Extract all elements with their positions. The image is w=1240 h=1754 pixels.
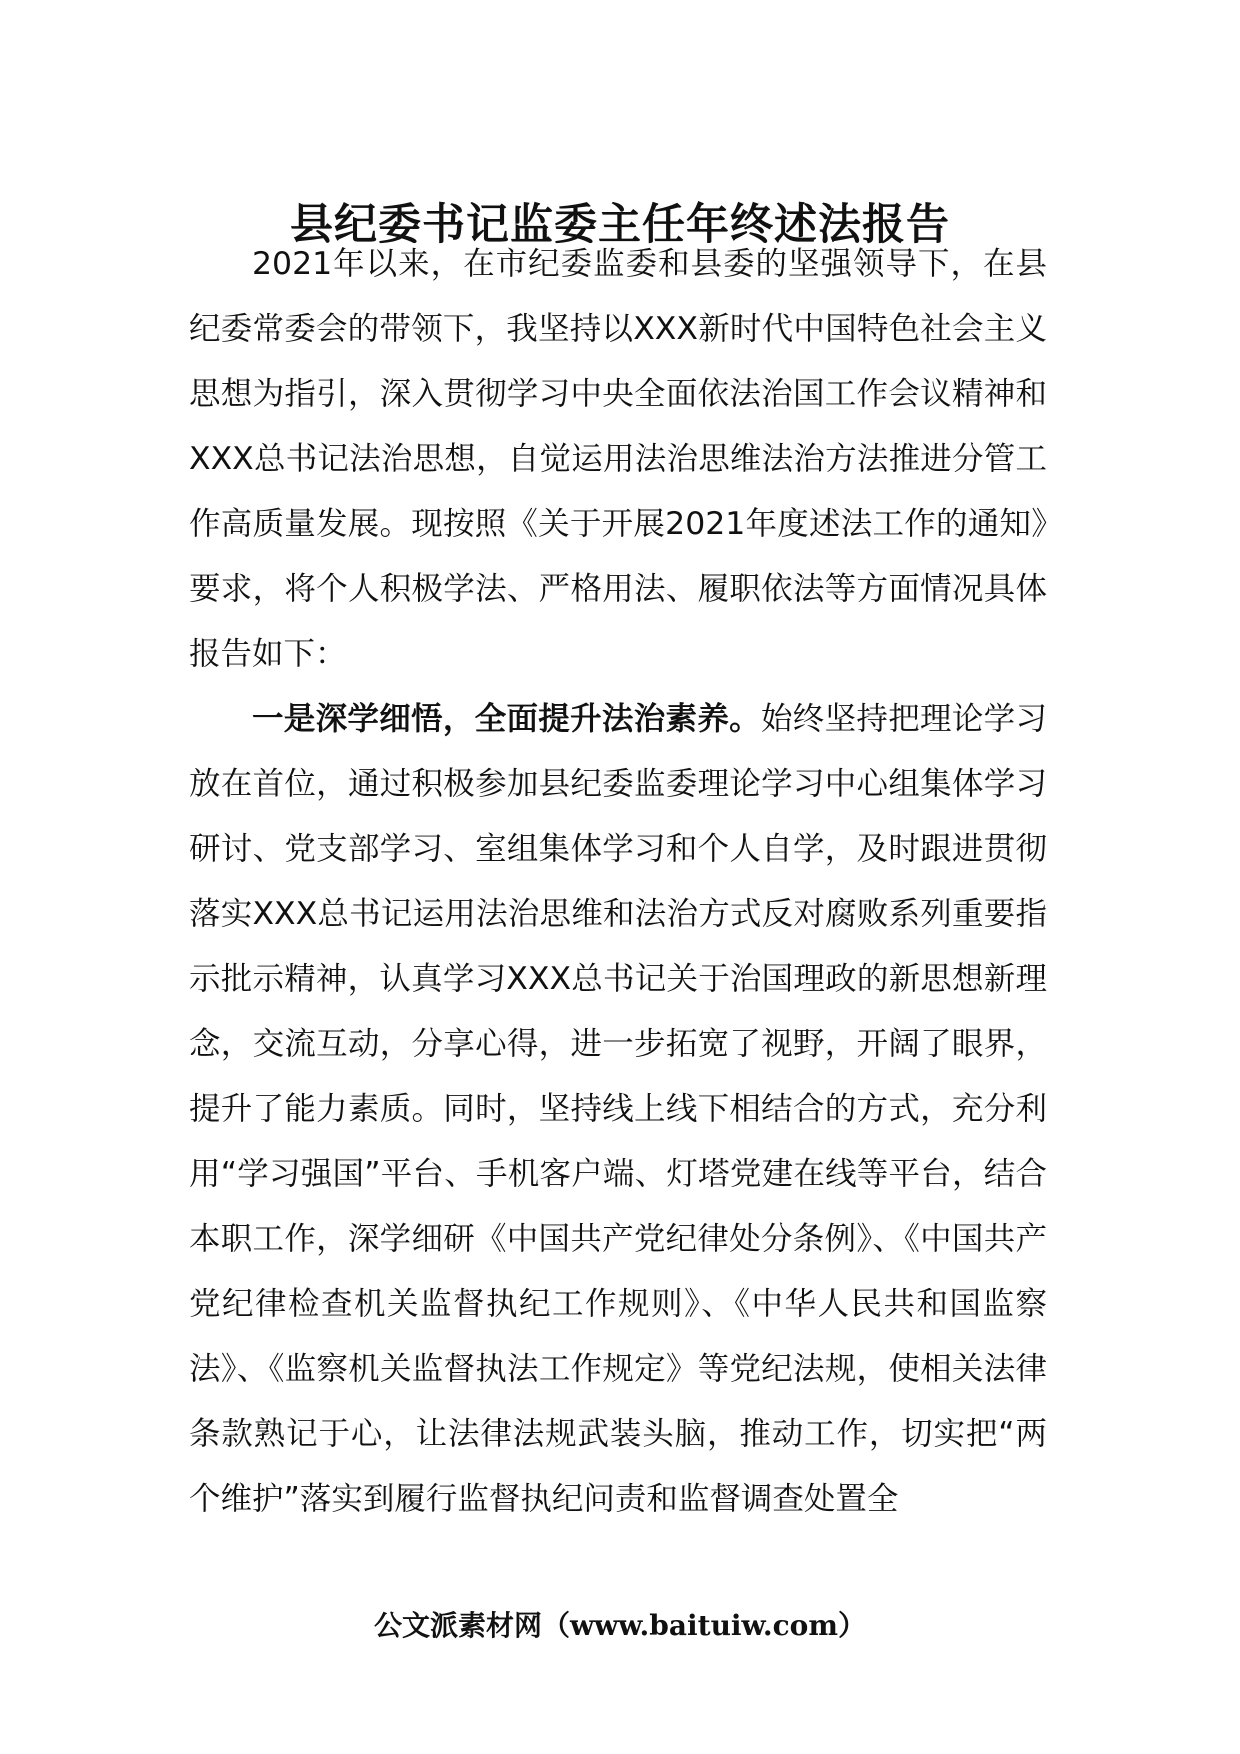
paragraph-study (189, 687, 1047, 1532)
paragraph-text: 2021年以来，在市纪委监委和县委的坚强领导下，在县纪委常委会的带领下，我坚持以XXX新时代中国特色社会主义思想为指引，深入贯彻学习中央全面依法治国工作会议精神和XXX总书记法治思想，自觉运用法治思维法治方法推进分管工作高质量发展。现按照《关于开展2021年度述法工作的通知》要求，将个人积极学法、严格用法、履职依法等方面情况具体报告如下： (189, 246, 1047, 672)
paragraph-intro (189, 232, 1047, 687)
paragraph-text: 始终坚持把理论学习放在首位，通过积极参加县纪委监委理论学习中心组集体学习研讨、党支部学习、室组集体学习和个人自学，及时跟进贯彻落实XXX总书记运用法治思维和法治方式反对腐败系列重要指示批示精神，认真学习XXX总书记关于治国理政的新思想新理念，交流互动，分享心得，进一步拓宽了视野，开阔了眼界，提升了能力素质。同时，坚持线上线下相结合的方式，充分利用“学习强国”平台、手机客户端、灯塔党建在线等平台，结合本职工作，深学细研《中国共产党纪律处分条例》、《中国共产党纪律检查机关监督执纪工作规则》、《中华人民共和国监察法》、《监察机关监督执法工作规定》等党纪法规，使相关法律条款熟记于心，让法律法规武装头脑，推动工作，切实把“两个维护”落实到履行监督执纪问责和监督调查处置全 (189, 701, 1047, 1517)
document-body (189, 232, 1047, 1532)
footer-watermark: 公文派素材网（www.baituiw.com） (374, 1609, 866, 1642)
document-title: 县纪委书记监委主任年终述法报告 (290, 199, 950, 250)
paragraph-lead: 一是深学细悟，全面提升法治素养。 (252, 701, 761, 737)
